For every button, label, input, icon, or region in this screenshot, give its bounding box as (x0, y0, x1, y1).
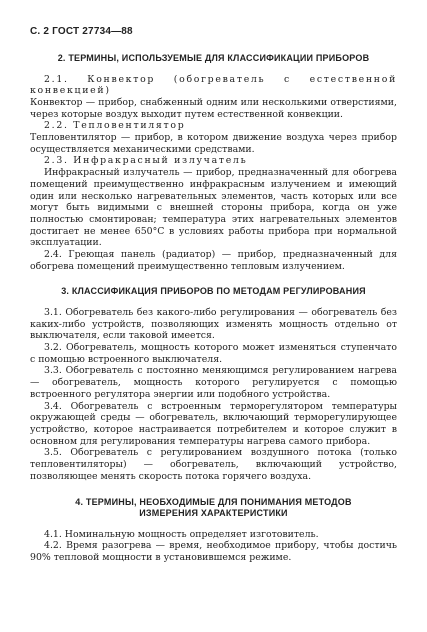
clause-2-3-term: 2.3. Инфракрасный излучатель (44, 155, 248, 167)
clause-2-1-term: 2.1. Конвектор (обогреватель с естественной конвекцией) (30, 73, 397, 97)
section-4-title-line-2: ИЗМЕРЕНИЯ ХАРАКТЕРИСТИКИ (139, 508, 288, 518)
clause-2-4: 2.4. Греющая панель (радиатор) — прибор, предназначенный для обогрева помещений преимущественно тепловым излучением. (30, 249, 397, 272)
section-2-title: 2. ТЕРМИНЫ, ИСПОЛЬЗУЕМЫЕ ДЛЯ КЛАССИФИКАЦИИ ПРИБОРОВ (57, 53, 370, 63)
clause-2-3-heading (30, 155, 397, 167)
clause-3-1: 3.1. Обогреватель без какого-либо регулирования — обогреватель без каких-либо устройств, позволяющих изменять мощность отдельно от выключателя, если таковой имеется. (30, 306, 397, 342)
clause-2-3-definition: Инфракрасный излучатель — прибор, предназначенный для обогрева помещений преимущественно инфракрасным излучением и имеющий один или несколько нагревательных элементов, часть которых или все могут быть видимыми с внешней стороны прибора, когда он уже полностью смонтирован; температура этих нагревательных элементов достигает не менее 650°С в условиях работы прибора при нормальной эксплуатации. (30, 167, 397, 249)
section-4-title (30, 497, 397, 520)
clause-2-2-term: 2.2. Тепловентилятор (44, 120, 186, 132)
section-4-title-line-1: 4. ТЕРМИНЫ, НЕОБХОДИМЫЕ ДЛЯ ПОНИМАНИЯ МЕТОДОВ (75, 496, 352, 507)
clause-2-1-definition: Конвектор — прибор, снабженный одним или несколькими отверстиями, через которые воздух выходит путем естественной конвекции. (30, 96, 397, 120)
clause-3-2: 3.2. Обогреватель, мощность которого может изменяться ступенчато с помощью встроенного выключателя. (30, 342, 397, 365)
clause-4-1: 4.1. Номинальную мощность определяет изготовитель. (44, 528, 319, 540)
clause-2-1-heading (30, 74, 397, 97)
clause-2-2-definition: Тепловентилятор — прибор, в котором движение воздуха через прибор осуществляется механическими средствами. (30, 132, 397, 155)
clause-3-5: 3.5. Обогреватель с регулированием воздушного потока (только тепловентиляторы) — обогреватель, включающий устройство, позволяющее менять скорость потока горячего воздуха. (30, 447, 397, 482)
page-header: С. 2 ГОСТ 27734—88 (30, 26, 133, 37)
clause-2-2-heading (30, 120, 397, 132)
clause-3-4: 3.4. Обогреватель с встроенным терморегулятором температуры окружающей среды — обогреватель, включающий терморегулирующее устройство, которое настраивается потребителем и которое служит в основном для регулирования температуры нагрева самого прибора. (30, 400, 397, 447)
clause-4-2: 4.2. Время разогрева — время, необходимое прибору, чтобы достичь 90% тепловой мощности в установившемся режиме. (30, 540, 397, 563)
clause-3-3: 3.3. Обогреватель с постоянно меняющимся регулированием нагрева — обогреватель, мощность которого регулируется с помощью встроенного регулятора энергии или подобного устройства. (30, 365, 397, 400)
section-3-title: 3. КЛАССИФИКАЦИЯ ПРИБОРОВ ПО МЕТОДАМ РЕГУЛИРОВАНИЯ (61, 286, 366, 297)
